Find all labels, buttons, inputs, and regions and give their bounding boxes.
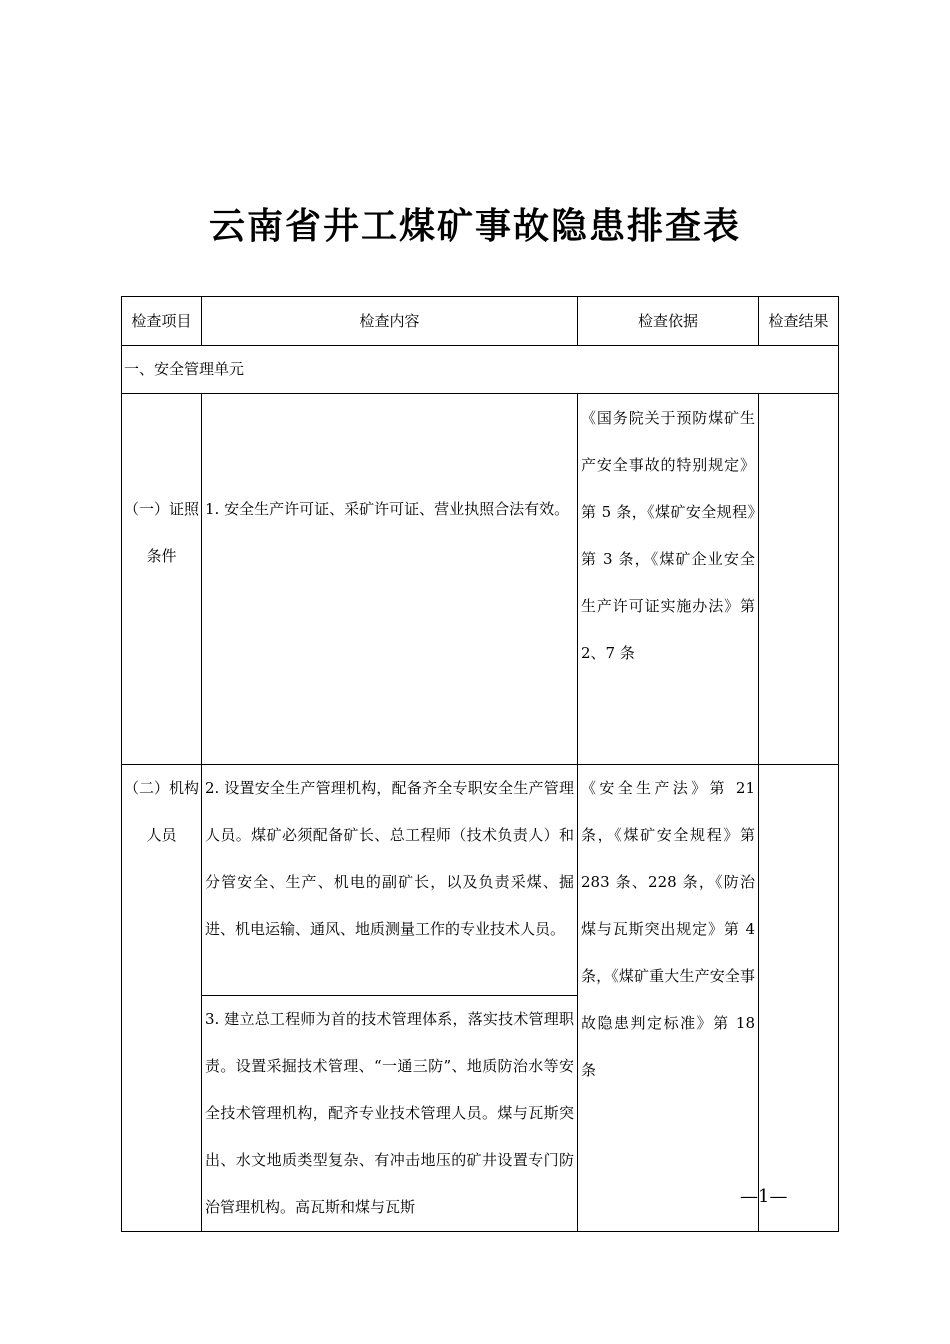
table-header-row	[122, 297, 839, 346]
header-cell-content: 检查内容	[202, 297, 578, 346]
row-content: 2. 设置安全生产管理机构，配备齐全专职安全生产管理人员。煤矿必须配备矿长、总工程师（技术负责人）和分管安全、生产、机电的副矿长，以及负责采煤、掘进、机电运输、通风、地质测量工作的专业技术人员。	[202, 765, 578, 996]
page-title: 云南省井工煤矿事故隐患排查表	[208, 205, 741, 247]
table-row	[122, 765, 839, 996]
section-title: 一、安全管理单元	[122, 346, 839, 394]
header-cell-result: 检查结果	[759, 297, 839, 346]
table-row	[122, 394, 839, 765]
header-cell-basis: 检查依据	[578, 297, 759, 346]
section-row	[122, 346, 839, 394]
row-content: 3. 建立总工程师为首的技术管理体系，落实技术管理职责。设置采掘技术管理、“一通三防”、地质防治水等安全技术管理机构，配齐专业技术管理人员。煤与瓦斯突出、水文地质类型复杂、有冲击地压的矿井设置专门防治管理机构。高瓦斯和煤与瓦斯	[202, 996, 578, 1232]
row-item: （二）机构人员	[122, 765, 202, 1232]
row-item: （一）证照条件	[122, 394, 202, 765]
row-basis: 《国务院关于预防煤矿生产安全事故的特别规定》第 5 条，《煤矿安全规程》第 3 条，《煤矿企业安全生产许可证实施办法》第 2、7 条	[578, 394, 759, 765]
header-cell-item: 检查项目	[122, 297, 202, 346]
page-number: —1—	[740, 1186, 788, 1207]
row-result	[759, 765, 839, 1232]
row-result	[759, 394, 839, 765]
inspection-table	[121, 296, 839, 1232]
row-content: 1. 安全生产许可证、采矿许可证、营业执照合法有效。	[202, 394, 578, 765]
row-basis: 《安全生产法》第 21 条，《煤矿安全规程》第 283 条、228 条，《防治煤与瓦斯突出规定》第 4 条，《煤矿重大生产安全事故隐患判定标准》第 18 条	[578, 765, 759, 1232]
